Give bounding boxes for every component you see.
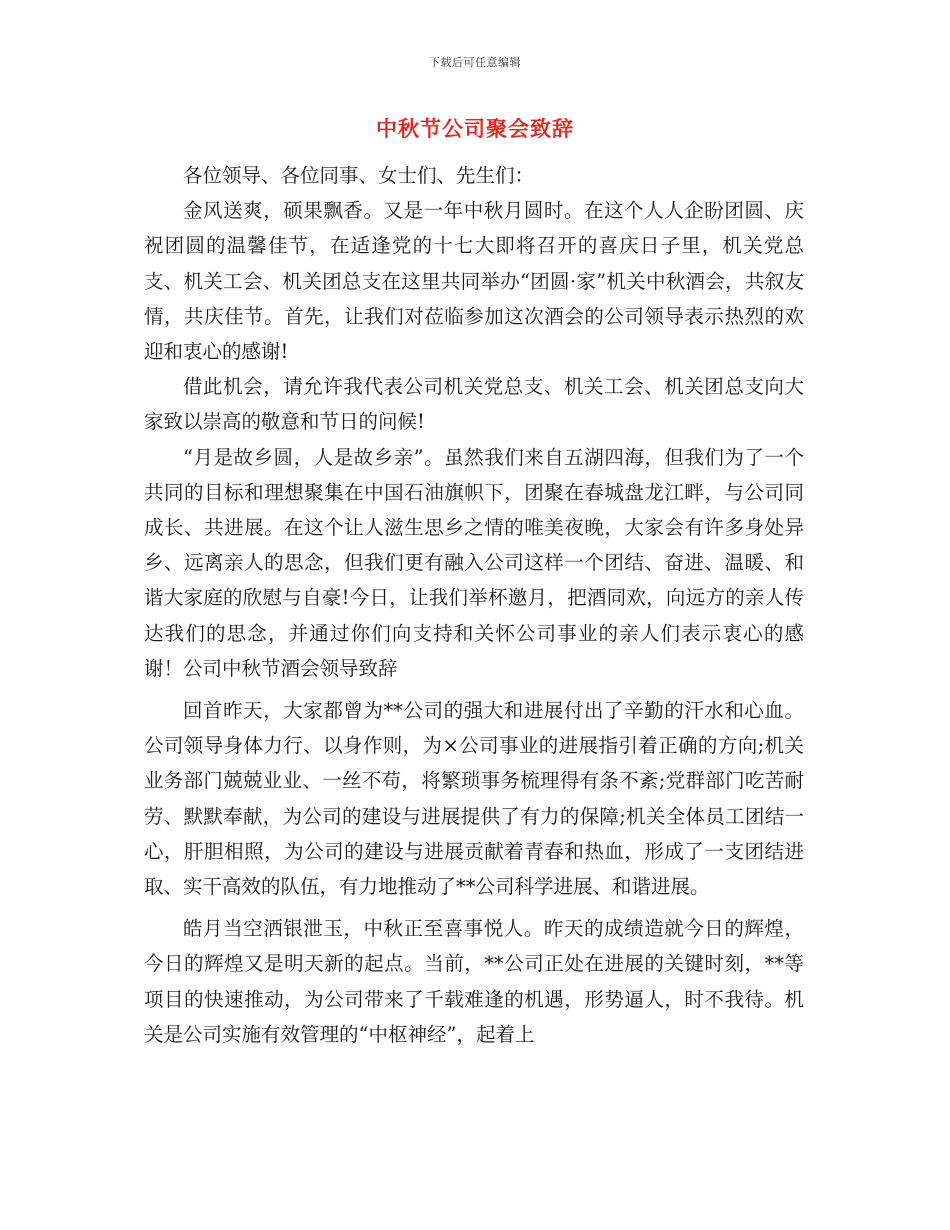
page-header: 下载后可任意编辑 xyxy=(429,56,521,69)
paragraph-salutation: 各位领导、各位同事、女士们、先生们： xyxy=(183,164,535,187)
paragraph-review: 回首昨天，大家都曾为**公司的强大和进展付出了辛勤的汗水和心血。公司领导身体力行、以身作则，为×公司事业的进展指引着正确的方向;机关业务部门兢兢业业、一丝不苟，将繁琐事务梳理得有条不紊;党群部门吃苦耐劳、默默奉献，为公司的建设与进展提供了有力的保障;机关全体员工团结一心，肝胆相照，为公司的建设与进展贡献着青春和热血，形成了一支团结进取、实干高效的队伍，有力地推动了**公司科学进展、和谐进展。 xyxy=(144,699,804,899)
document-title: 中秋节公司聚会致辞 xyxy=(376,116,574,141)
paragraph-outlook: 皓月当空洒银泄玉，中秋正至喜事悦人。昨天的成绩造就今日的辉煌，今日的辉煌又是明天新的起点。当前，**公司正处在进展的关键时刻，**等项目的快速推动，为公司带来了千载难逢的机遇，形势逼人，时不我待。机关是公司实施有效管理的“中枢神经”，起着上 xyxy=(144,917,804,1046)
paragraph-hometown: “月是故乡圆，人是故乡亲”。虽然我们来自五湖四海，但我们为了一个共同的目标和理想聚集在中国石油旗帜下，团聚在春城盘龙江畔，与公司同成长、共进展。在这个让人滋生思乡之情的唯美夜晚，大家会有许多身处异乡、远离亲人的思念，但我们更有融入公司这样一个团结、奋进、温暖、和谐大家庭的欣慰与自豪!今日，让我们举杯邀月，把酒同欢，向远方的亲人传达我们的思念，并通过你们向支持和关怀公司事业的亲人们表示衷心的感谢！公司中秋节酒会领导致辞 xyxy=(144,445,804,680)
document-body xyxy=(144,158,804,1052)
paragraph-greeting: 借此机会，请允许我代表公司机关党总支、机关工会、机关团总支向大家致以崇高的敬意和节日的问候! xyxy=(144,375,804,434)
paragraph-opening: 金风送爽，硕果飘香。又是一年中秋月圆时。在这个人人企盼团圆、庆祝团圆的温馨佳节，在适逢党的十七大即将召开的喜庆日子里，机关党总支、机关工会、机关团总支在这里共同举办“团圆·家”机关中秋酒会，共叙友情，共庆佳节。首先，让我们对莅临参加这次酒会的公司领导表示热烈的欢迎和衷心的感谢! xyxy=(144,199,804,364)
